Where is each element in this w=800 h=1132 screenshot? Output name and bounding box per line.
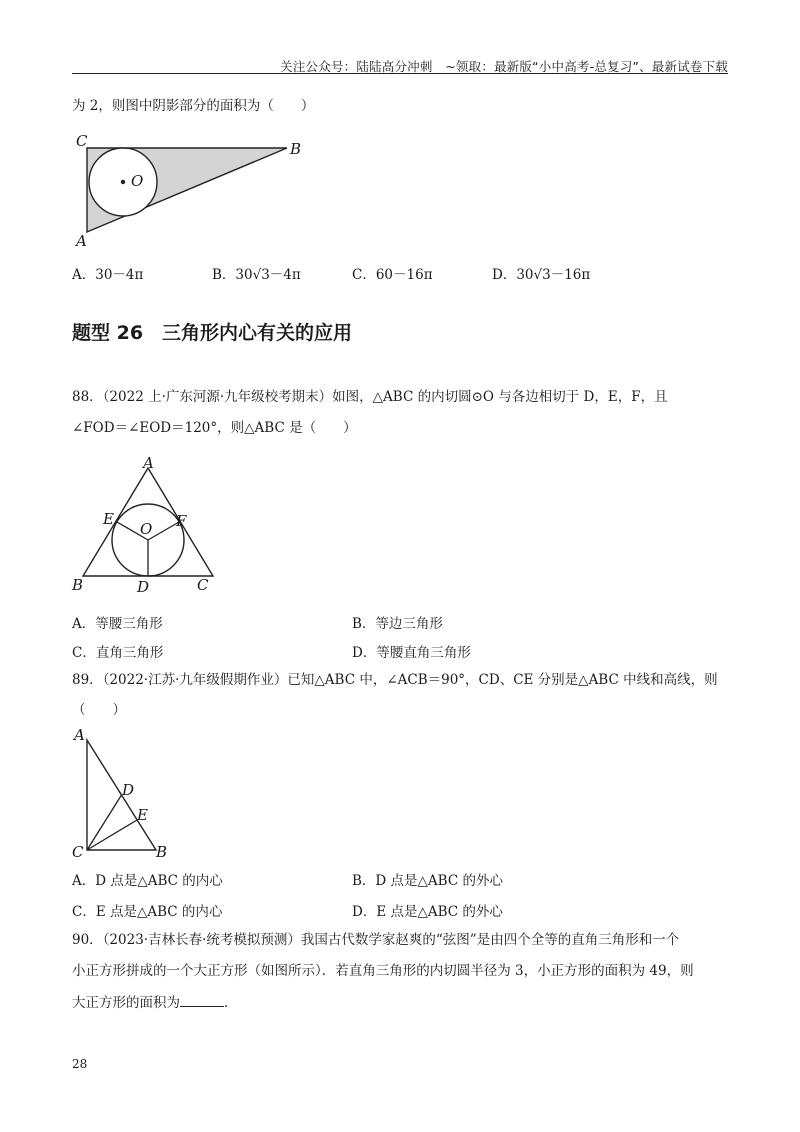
option-text: D 点是△ABC 的外心: [375, 873, 503, 889]
option-letter: D．: [352, 645, 377, 661]
label-d: D: [122, 781, 135, 799]
right-triangle-figure: [70, 726, 180, 861]
option-text: 等边三角形: [375, 616, 443, 632]
option-text: E 点是△ABC 的外心: [376, 904, 503, 920]
option-letter: C．: [72, 904, 96, 920]
option-letter: B．: [352, 616, 376, 632]
option-letter: B．: [352, 873, 376, 889]
label-e: E: [137, 806, 148, 824]
q89-option-a: [72, 869, 223, 889]
median-cd: [87, 795, 122, 850]
q90-text: 我国古代数学家赵爽的“弦图”是由四个全等的直角三角形和一个: [300, 932, 680, 948]
option-text: 等腰三角形: [95, 616, 163, 632]
label-d: D: [137, 578, 150, 594]
label-b: B: [72, 576, 84, 594]
q88-source: （2022 上·广东河源·九年级校考期末）: [102, 389, 333, 405]
q88-option-c: [72, 641, 163, 661]
label-o: O: [140, 520, 153, 538]
header-divider: [72, 73, 728, 74]
option-letter: B．: [212, 267, 236, 283]
q90-number: 90．: [72, 932, 103, 948]
label-c: C: [72, 843, 84, 861]
q88-option-d: [352, 641, 471, 661]
q89-text: 已知△ABC 中，∠ACB＝90°，CD、CE 分别是△ABC 中线和高线，则: [287, 672, 718, 688]
q89-line2: （ ）: [72, 702, 126, 718]
option-text: 30√3－4π: [235, 267, 301, 283]
option-letter: C．: [352, 267, 376, 283]
option-letter: D．: [352, 904, 377, 920]
q89-number: 89．: [72, 672, 103, 688]
label-a: A: [74, 726, 85, 744]
altitude-ce: [87, 820, 137, 850]
option-letter: D．: [492, 267, 517, 283]
q88-text: 如图，△ABC 的内切圆⊙O 与各边相切于 D，E，F，且: [332, 389, 668, 405]
option-text: 直角三角形: [95, 645, 164, 661]
center-point: [121, 180, 125, 184]
q89-option-c: [72, 900, 222, 920]
page-header-text: 关注公众号：陆陆高分冲刺 ~领取：最新版“小中高考-总复习”、最新试卷下载: [280, 59, 728, 74]
q89-line1: [72, 670, 718, 690]
prev-option-a: [72, 263, 143, 283]
q88-line1: [72, 387, 668, 407]
label-f: F: [176, 512, 187, 530]
label-a: A: [143, 454, 154, 472]
answer-blank[interactable]: [180, 992, 224, 1007]
label-c: C: [76, 132, 88, 150]
prev-option-c: [352, 263, 433, 283]
option-text: E 点是△ABC 的内心: [95, 904, 223, 920]
option-letter: A．: [72, 267, 96, 283]
prev-question-tail: 为 2，则图中阴影部分的面积为（ ）: [72, 98, 315, 114]
q90-line3-text: 大正方形的面积为: [72, 995, 180, 1011]
shaded-triangle-figure: [70, 128, 310, 250]
option-text: 30√3－16π: [516, 267, 591, 283]
q90-line3: [72, 992, 238, 1013]
q90-line1: [72, 930, 679, 950]
label-e: E: [103, 510, 114, 528]
q90-line3-end: ．: [224, 995, 238, 1011]
q88-number: 88．: [72, 389, 103, 405]
option-text: D 点是△ABC 的内心: [95, 873, 223, 889]
label-a: A: [76, 232, 87, 250]
incircle-triangle-figure: [70, 454, 220, 594]
option-letter: A．: [72, 873, 96, 889]
q88-line2: ∠FOD＝∠EOD＝120°，则△ABC 是（ ）: [72, 420, 357, 436]
q89-option-b: [352, 869, 503, 889]
option-text: 等腰直角三角形: [376, 645, 471, 661]
q90-line2: 小正方形拼成的一个大正方形（如图所示）．若直角三角形的内切圆半径为 3，小正方形的面积为 49，则: [72, 963, 694, 979]
option-text: 30－4π: [95, 267, 144, 283]
q89-option-d: [352, 900, 503, 920]
label-b: B: [156, 843, 168, 861]
label-b: B: [290, 140, 302, 158]
prev-option-b: [212, 263, 301, 283]
q90-source: （2023·吉林长春·统考模拟预测）: [102, 932, 301, 948]
q89-source: （2022·江苏·九年级假期作业）: [102, 672, 288, 688]
q88-option-b: [352, 612, 443, 632]
q88-option-a: [72, 612, 163, 632]
label-c: C: [197, 576, 209, 594]
radius-of: [148, 522, 179, 540]
label-o: O: [131, 172, 144, 190]
prev-option-d: [492, 263, 590, 283]
option-letter: A．: [72, 616, 96, 632]
option-text: 60－16π: [375, 267, 433, 283]
page-number: 28: [72, 1057, 88, 1071]
option-letter: C．: [72, 645, 96, 661]
section-title: 题型 26 三角形内心有关的应用: [72, 322, 353, 344]
